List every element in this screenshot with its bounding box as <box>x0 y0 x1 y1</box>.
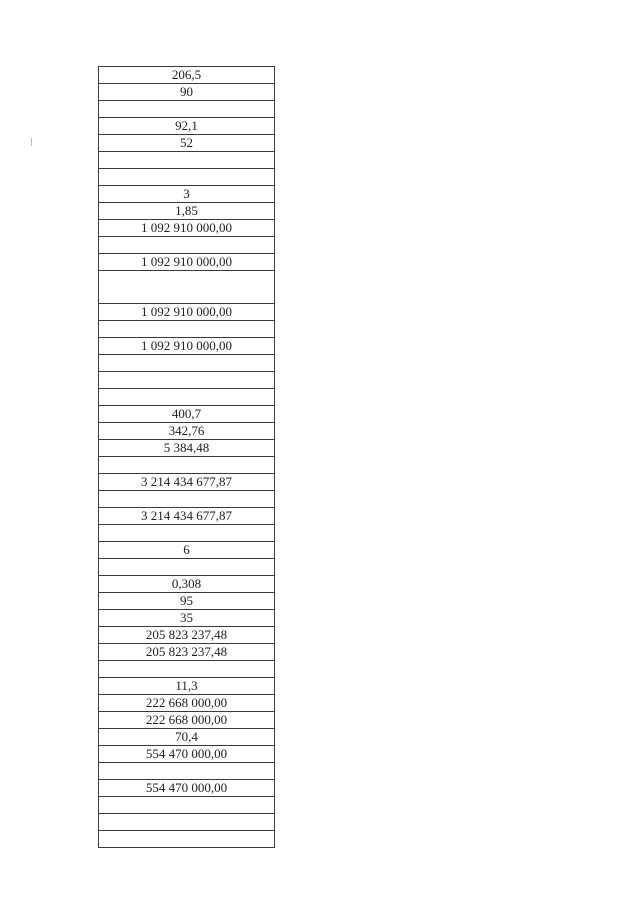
table-row <box>99 406 275 423</box>
table-row <box>99 321 275 338</box>
table-row <box>99 576 275 593</box>
table-cell <box>99 559 275 576</box>
table-row <box>99 67 275 84</box>
table-row <box>99 457 275 474</box>
table-row <box>99 101 275 118</box>
table-row <box>99 780 275 797</box>
table-cell: 3 <box>99 186 275 203</box>
table-cell: 554 470 000,00 <box>99 780 275 797</box>
table-row <box>99 271 275 304</box>
table-cell <box>99 525 275 542</box>
table-cell <box>99 169 275 186</box>
table-cell <box>99 321 275 338</box>
table-row <box>99 474 275 491</box>
table-cell: 70,4 <box>99 729 275 746</box>
table-cell: 1 092 910 000,00 <box>99 220 275 237</box>
values-table-body <box>99 67 275 848</box>
table-row <box>99 304 275 321</box>
table-row <box>99 152 275 169</box>
table-cell <box>99 661 275 678</box>
table-row <box>99 355 275 372</box>
table-cell: 52 <box>99 135 275 152</box>
table-row <box>99 644 275 661</box>
table-row <box>99 712 275 729</box>
table-row <box>99 254 275 271</box>
table-cell: 3 214 434 677,87 <box>99 508 275 525</box>
table-cell: 1 092 910 000,00 <box>99 254 275 271</box>
table-row <box>99 525 275 542</box>
table-row <box>99 695 275 712</box>
table-row <box>99 678 275 695</box>
table-cell: 95 <box>99 593 275 610</box>
table-row <box>99 508 275 525</box>
table-row <box>99 372 275 389</box>
table-row <box>99 135 275 152</box>
table-cell: 206,5 <box>99 67 275 84</box>
table-cell <box>99 491 275 508</box>
table-row <box>99 542 275 559</box>
table-cell <box>99 814 275 831</box>
table-cell <box>99 457 275 474</box>
table-row <box>99 389 275 406</box>
table-cell: 222 668 000,00 <box>99 695 275 712</box>
table-row <box>99 169 275 186</box>
table-cell <box>99 355 275 372</box>
table-cell: 90 <box>99 84 275 101</box>
table-row <box>99 118 275 135</box>
table-row <box>99 423 275 440</box>
table-row <box>99 491 275 508</box>
table-cell: 222 668 000,00 <box>99 712 275 729</box>
table-cell: 1 092 910 000,00 <box>99 338 275 355</box>
table-cell: 92,1 <box>99 118 275 135</box>
table-cell: 35 <box>99 610 275 627</box>
table-cell <box>99 372 275 389</box>
table-row <box>99 661 275 678</box>
table-row <box>99 593 275 610</box>
table-cell: 3 214 434 677,87 <box>99 474 275 491</box>
table-row <box>99 814 275 831</box>
table-cell <box>99 831 275 848</box>
table-cell <box>99 101 275 118</box>
table-cell <box>99 797 275 814</box>
table-row <box>99 440 275 457</box>
table-cell: 205 823 237,48 <box>99 627 275 644</box>
table-cell: 1,85 <box>99 203 275 220</box>
table-row <box>99 338 275 355</box>
table-row <box>99 746 275 763</box>
table-row <box>99 84 275 101</box>
table-cell: 400,7 <box>99 406 275 423</box>
table-cell: 6 <box>99 542 275 559</box>
table-row <box>99 559 275 576</box>
table-cell: 1 092 910 000,00 <box>99 304 275 321</box>
table-row <box>99 763 275 780</box>
table-cell: 554 470 000,00 <box>99 746 275 763</box>
table-cell: 5 384,48 <box>99 440 275 457</box>
table-cell: 205 823 237,48 <box>99 644 275 661</box>
table-cell <box>99 237 275 254</box>
table-row <box>99 186 275 203</box>
table-row <box>99 220 275 237</box>
table-row <box>99 203 275 220</box>
table-cell <box>99 152 275 169</box>
table-cell <box>99 763 275 780</box>
table-row <box>99 237 275 254</box>
table-row <box>99 831 275 848</box>
table-row <box>99 729 275 746</box>
scan-mark <box>31 138 32 146</box>
table-cell <box>99 271 275 304</box>
table-row <box>99 610 275 627</box>
table-cell: 11,3 <box>99 678 275 695</box>
table-cell: 0,308 <box>99 576 275 593</box>
table-cell <box>99 389 275 406</box>
values-table <box>98 66 275 848</box>
table-row <box>99 627 275 644</box>
table-cell: 342,76 <box>99 423 275 440</box>
table-row <box>99 797 275 814</box>
